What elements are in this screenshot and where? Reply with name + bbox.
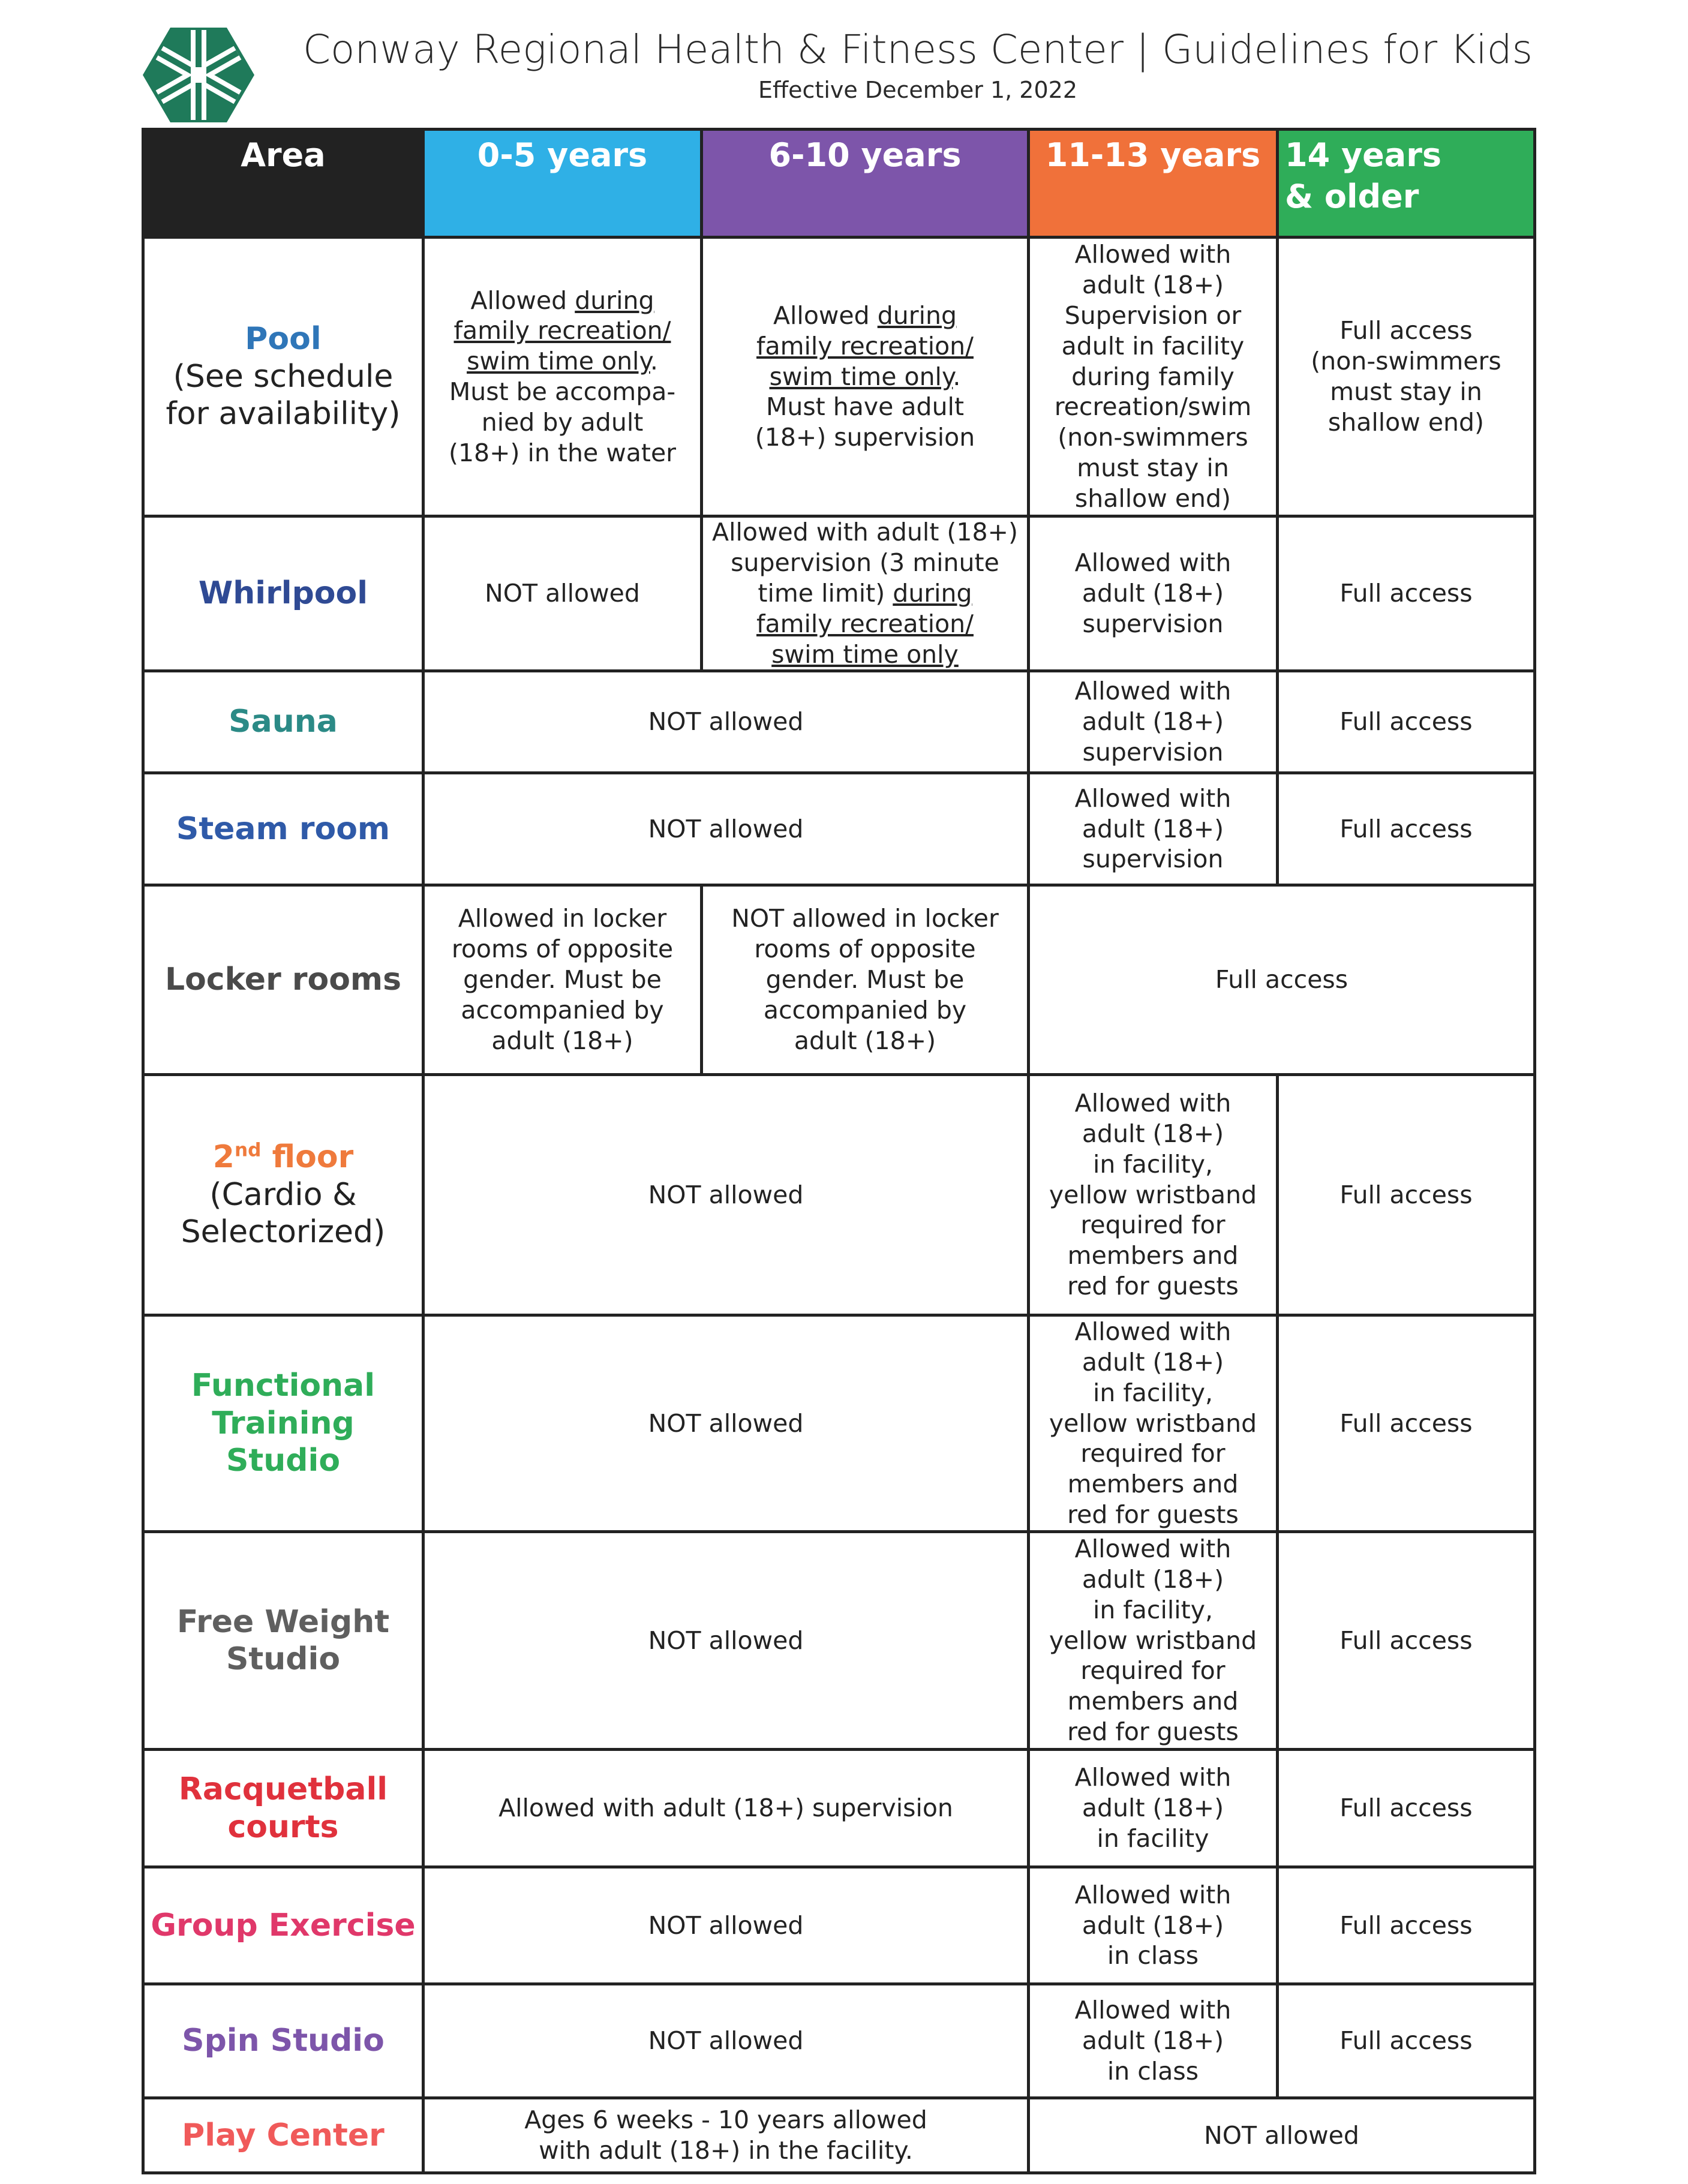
underlined-text: swim time only xyxy=(771,639,959,669)
text: NOT allowed in locker xyxy=(731,904,999,933)
group-0-10 xyxy=(422,1865,1030,1985)
text: NOT allowed xyxy=(648,1180,804,1209)
text: Allowed with xyxy=(1074,548,1232,578)
text: Full access xyxy=(1339,579,1473,608)
underlined-text: during xyxy=(893,579,972,608)
text: in facility, xyxy=(1092,1149,1214,1179)
text: adult (18+) xyxy=(1082,1794,1224,1823)
text: Allowed xyxy=(773,301,878,330)
header-area-label: Area xyxy=(241,136,326,174)
area-second-floor-name xyxy=(213,1138,353,1176)
underlined-text: during xyxy=(575,286,654,315)
area-second-floor xyxy=(142,1073,425,1317)
text: Full access xyxy=(1339,2026,1473,2056)
second-floor-0-10 xyxy=(422,1073,1030,1317)
area-locker-name: Locker rooms xyxy=(164,962,402,998)
text: supervision xyxy=(1082,609,1224,638)
racquetball-14-older xyxy=(1276,1748,1536,1868)
text: . xyxy=(953,362,961,391)
text: Allowed xyxy=(470,286,575,315)
text: red for guests xyxy=(1067,1717,1239,1747)
header-11-13 xyxy=(1027,128,1279,239)
text: required for xyxy=(1080,1656,1226,1686)
underlined-text: family recreation/ xyxy=(453,316,671,346)
functional-14-older xyxy=(1276,1314,1536,1533)
steam-0-10 xyxy=(422,771,1030,887)
text: red for guests xyxy=(1067,1500,1239,1530)
area-steam-name: Steam room xyxy=(176,810,391,847)
text: in facility, xyxy=(1092,1595,1214,1624)
text: accompanied by xyxy=(763,995,967,1025)
area-pool-name: Pool xyxy=(245,321,322,358)
sauna-0-10 xyxy=(422,669,1030,774)
text: red for guests xyxy=(1067,1272,1239,1301)
text: Full access xyxy=(1339,1794,1473,1823)
text: adult (18+) xyxy=(794,1026,936,1055)
text: Allowed with xyxy=(1074,240,1232,269)
text: (non-swimmers xyxy=(1058,423,1248,452)
text: Must have adult xyxy=(765,392,965,422)
text: nied by adult xyxy=(481,407,644,437)
text: adult (18+) xyxy=(1082,2026,1224,2056)
area-functional-name2: Training Studio xyxy=(212,1405,355,1479)
functional-0-10 xyxy=(422,1314,1030,1533)
area-functional-name1: Functional xyxy=(191,1368,376,1404)
underlined-text: during xyxy=(877,301,957,330)
area-play-center xyxy=(142,2096,425,2174)
racquetball-11-13 xyxy=(1027,1748,1279,1868)
text: rooms of opposite xyxy=(754,935,976,964)
text: adult (18+) xyxy=(1082,1119,1224,1148)
text: in facility xyxy=(1097,1823,1209,1853)
text: (18+) in the water xyxy=(448,438,677,467)
text: yellow wristband xyxy=(1049,1626,1257,1655)
area-spin-name: Spin Studio xyxy=(182,2023,385,2059)
text: in facility, xyxy=(1092,1378,1214,1407)
text: Full access xyxy=(1339,707,1473,737)
header-0-5-label: 0-5 years xyxy=(477,136,648,174)
text: NOT allowed xyxy=(1204,2120,1359,2150)
text: required for xyxy=(1080,1210,1226,1240)
play-0-10 xyxy=(422,2096,1030,2174)
text: 2 xyxy=(212,1139,235,1176)
text: yellow wristband xyxy=(1049,1180,1257,1209)
spin-14-older xyxy=(1276,1982,1536,2099)
text: members and xyxy=(1067,1470,1239,1499)
racquetball-0-10 xyxy=(422,1748,1030,1868)
header-6-10 xyxy=(700,128,1030,239)
text: Allowed with xyxy=(1074,1089,1232,1118)
text: Allowed with xyxy=(1074,1763,1232,1792)
whirlpool-0-5 xyxy=(422,515,703,672)
text: Allowed with xyxy=(1074,783,1232,813)
text: NOT allowed xyxy=(648,2026,804,2056)
group-14-older xyxy=(1276,1865,1536,1985)
area-pool-sub2: for availability) xyxy=(166,396,401,432)
pool-6-10 xyxy=(700,236,1030,518)
header-14-line1: 14 years xyxy=(1285,136,1441,174)
area-locker-rooms xyxy=(142,884,425,1076)
text: Allowed with adult (18+) supervision xyxy=(498,1794,953,1823)
pool-11-13 xyxy=(1027,236,1279,518)
text: Allowed in locker xyxy=(458,904,667,933)
text: during family xyxy=(1071,362,1235,391)
whirlpool-14-older xyxy=(1276,515,1536,672)
locker-0-5 xyxy=(422,884,703,1076)
free-weight-14-older xyxy=(1276,1530,1536,1751)
text: (non-swimmers xyxy=(1311,347,1501,376)
text: adult (18+) xyxy=(1082,814,1224,843)
sauna-14-older xyxy=(1276,669,1536,774)
spin-11-13 xyxy=(1027,1982,1279,2099)
underlined-text: family recreation/ xyxy=(756,331,974,361)
area-whirlpool-name: Whirlpool xyxy=(198,575,368,612)
free-weight-11-13 xyxy=(1027,1530,1279,1751)
text: Allowed with xyxy=(1074,1996,1232,2025)
area-free-weight-name2: Studio xyxy=(226,1641,341,1677)
area-racquetball xyxy=(142,1748,425,1868)
text: Supervision or xyxy=(1064,301,1242,330)
text: shallow end) xyxy=(1074,483,1232,513)
text: Full access xyxy=(1339,1180,1473,1209)
text: Full access xyxy=(1339,1626,1473,1655)
header-14-older xyxy=(1276,128,1536,239)
text: NOT allowed xyxy=(648,1910,804,1940)
functional-11-13 xyxy=(1027,1314,1279,1533)
second-floor-11-13 xyxy=(1027,1073,1279,1317)
text: Allowed with xyxy=(1074,1880,1232,1909)
text: in class xyxy=(1107,2056,1199,2086)
play-11-older xyxy=(1027,2096,1536,2174)
text: supervision xyxy=(1082,845,1224,874)
free-weight-0-10 xyxy=(422,1530,1030,1751)
header-0-5 xyxy=(422,128,703,239)
text: NOT allowed xyxy=(485,579,640,608)
text: adult (18+) xyxy=(1082,271,1224,300)
text: required for xyxy=(1080,1439,1226,1468)
whirlpool-11-13 xyxy=(1027,515,1279,672)
pool-14-older xyxy=(1276,236,1536,518)
text: supervision xyxy=(1082,737,1224,767)
text: NOT allowed xyxy=(648,1408,804,1438)
area-racquetball-name1: Racquetball xyxy=(178,1771,388,1808)
pool-0-5 xyxy=(422,236,703,518)
area-pool-sub1: (See schedule xyxy=(173,358,394,395)
header-6-10-label: 6-10 years xyxy=(768,136,962,174)
text: Ages 6 weeks - 10 years allowed xyxy=(524,2105,927,2135)
text: Allowed with xyxy=(1074,1317,1232,1347)
area-whirlpool xyxy=(142,515,425,672)
text: supervision (3 minute xyxy=(731,548,999,578)
text: rooms of opposite xyxy=(451,935,674,964)
text: Full access xyxy=(1339,1408,1473,1438)
steam-14-older xyxy=(1276,771,1536,887)
text: . xyxy=(650,347,658,376)
text: shallow end) xyxy=(1327,407,1485,437)
text: members and xyxy=(1067,1241,1239,1270)
text: NOT allowed xyxy=(648,814,804,843)
text: Full access xyxy=(1339,814,1473,843)
superscript: nd xyxy=(234,1140,262,1162)
underlined-text: family recreation/ xyxy=(756,609,974,638)
whirlpool-6-10 xyxy=(700,515,1030,672)
text: adult (18+) xyxy=(1082,707,1224,737)
locker-11-older xyxy=(1027,884,1536,1076)
text: accompanied by xyxy=(461,995,664,1025)
steam-11-13 xyxy=(1027,771,1279,887)
second-floor-14-older xyxy=(1276,1073,1536,1317)
text: NOT allowed xyxy=(648,1626,804,1655)
area-sauna-name: Sauna xyxy=(229,704,338,740)
text: with adult (18+) in the facility. xyxy=(539,2136,913,2165)
text: Full access xyxy=(1339,316,1473,346)
area-functional-training xyxy=(142,1314,425,1533)
text: recreation/swim xyxy=(1054,392,1252,422)
spin-0-10 xyxy=(422,1982,1030,2099)
locker-6-10 xyxy=(700,884,1030,1076)
text: Allowed with xyxy=(1074,1534,1232,1564)
page-title: Conway Regional Health & Fitness Center | Guidelines for Kids xyxy=(302,26,1533,73)
text: gender. Must be xyxy=(463,965,662,995)
area-racquetball-name2: courts xyxy=(227,1809,339,1845)
underlined-text: swim time only xyxy=(467,347,650,376)
text: adult (18+) xyxy=(1082,1347,1224,1377)
text: time limit) xyxy=(758,579,893,608)
text: Must be accompa- xyxy=(449,377,676,406)
text: Allowed with xyxy=(1074,677,1232,706)
area-play-name: Play Center xyxy=(182,2117,385,2153)
sauna-11-13 xyxy=(1027,669,1279,774)
text: Allowed with adult (18+) xyxy=(712,518,1018,547)
text: yellow wristband xyxy=(1049,1408,1257,1438)
underlined-text: swim time only xyxy=(769,362,953,391)
area-group-name: Group Exercise xyxy=(151,1907,416,1943)
effective-date: Effective December 1, 2022 xyxy=(758,77,1078,103)
text: adult (18+) xyxy=(1082,579,1224,608)
text: must stay in xyxy=(1330,377,1482,406)
area-group-exercise xyxy=(142,1865,425,1985)
text: adult in facility xyxy=(1061,331,1245,361)
group-11-13 xyxy=(1027,1865,1279,1985)
area-free-weight-name1: Free Weight xyxy=(176,1603,390,1640)
text: must stay in xyxy=(1077,453,1229,483)
text: (18+) supervision xyxy=(755,423,975,452)
text: Full access xyxy=(1215,965,1348,995)
area-free-weight xyxy=(142,1530,425,1751)
text: adult (18+) xyxy=(491,1026,633,1055)
text: gender. Must be xyxy=(765,965,965,995)
area-pool xyxy=(142,236,425,518)
text: adult (18+) xyxy=(1082,1910,1224,1940)
text: Full access xyxy=(1339,1910,1473,1940)
area-sauna xyxy=(142,669,425,774)
area-second-floor-sub2: Selectorized) xyxy=(181,1214,386,1251)
header-14-line2: & older xyxy=(1285,178,1419,216)
text: in class xyxy=(1107,1941,1199,1970)
text: NOT allowed xyxy=(648,707,804,737)
area-steam-room xyxy=(142,771,425,887)
text: floor xyxy=(261,1139,354,1176)
area-spin-studio xyxy=(142,1982,425,2099)
text: adult (18+) xyxy=(1082,1564,1224,1594)
header-11-13-label: 11-13 years xyxy=(1045,136,1261,174)
header-area xyxy=(142,128,425,239)
area-second-floor-sub1: (Cardio & xyxy=(209,1176,357,1213)
text: members and xyxy=(1067,1687,1239,1716)
